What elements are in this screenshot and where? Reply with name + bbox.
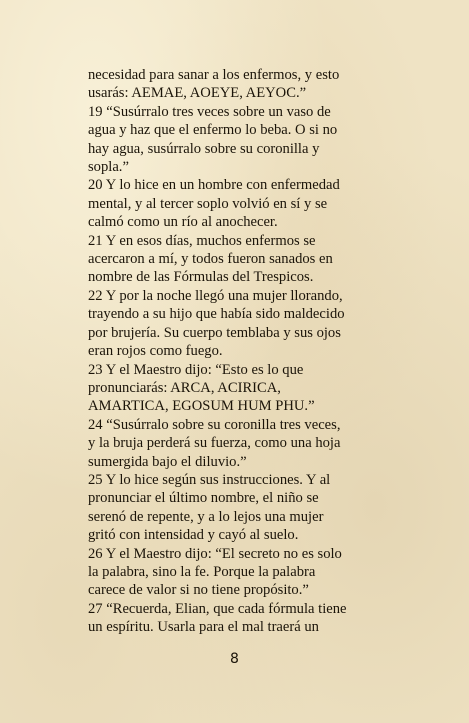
- text-line: calmó como un río al anochecer.: [88, 214, 278, 231]
- text-line: 19 “Susúrralo tres veces sobre un vaso de: [88, 103, 331, 120]
- text-line: nombre de las Fórmulas del Trespicos.: [88, 269, 314, 286]
- body-text: [88, 66, 388, 637]
- text-line: pronunciar el último nombre, el niño se: [88, 490, 319, 507]
- text-line: gritó con intensidad y cayó al suelo.: [88, 527, 299, 544]
- text-line: usarás: AEMAE, AOEYE, AEYOC.”: [88, 85, 307, 102]
- text-line: 27 “Recuerda, Elian, que cada fórmula tiene: [88, 600, 347, 617]
- text-line: mental, y al tercer soplo volvió en sí y se: [88, 195, 328, 212]
- text-line: 25 Y lo hice según sus instrucciones. Y al: [88, 471, 331, 488]
- text-line: 22 Y por la noche llegó una mujer llorando,: [88, 287, 343, 304]
- text-line: 21 Y en esos días, muchos enfermos se: [88, 232, 316, 249]
- text-line: agua y haz que el enfermo lo beba. O si no: [88, 122, 338, 139]
- text-line: y la bruja perderá su fuerza, como una hoja: [88, 435, 341, 452]
- text-line: hay agua, susúrralo sobre su coronilla y: [88, 140, 320, 157]
- text-line: sumergida bajo el diluvio.”: [88, 453, 247, 470]
- text-line: serenó de repente, y a lo lejos una mujer: [88, 508, 324, 525]
- text-line: necesidad para sanar a los enfermos, y esto: [88, 67, 340, 83]
- text-line: carece de valor si no tiene propósito.”: [88, 582, 309, 599]
- text-line: 20 Y lo hice en un hombre con enfermedad: [88, 177, 340, 194]
- text-line: por brujería. Su cuerpo temblaba y sus ojos: [88, 324, 341, 341]
- text-line: AMARTICA, EGOSUM HUM PHU.”: [88, 398, 315, 415]
- text-line: 24 “Susúrralo sobre su coronilla tres veces,: [88, 416, 341, 433]
- text-line: un espíritu. Usarla para el mal traerá un: [88, 619, 319, 636]
- text-line: acercaron a mí, y todos fueron sanados en: [88, 251, 333, 268]
- page-number: 8: [230, 651, 239, 667]
- text-line: sopla.”: [88, 159, 129, 176]
- text-line: trayendo a su hijo que había sido maldecido: [88, 306, 345, 323]
- text-line: 23 Y el Maestro dijo: “Esto es lo que: [88, 361, 304, 378]
- text-line: pronunciarás: ARCA, ACIRICA,: [88, 379, 281, 396]
- text-line: la palabra, sino la fe. Porque la palabra: [88, 563, 316, 580]
- text-line: 26 Y el Maestro dijo: “El secreto no es solo: [88, 545, 342, 562]
- text-line: eran rojos como fuego.: [88, 343, 223, 360]
